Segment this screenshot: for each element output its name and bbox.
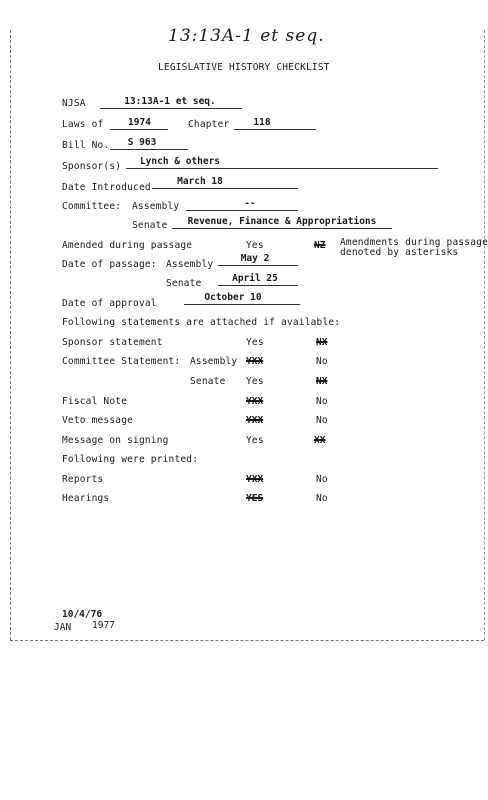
row-committee-senate-no-struck: NX	[316, 376, 328, 387]
row-committee-assembly-sublabel: Assembly	[190, 356, 238, 367]
committee-label: Committee:	[62, 201, 122, 212]
committee-senate-value: Revenue, Finance & Appropriations	[187, 216, 377, 227]
laws-of-label: Laws of	[62, 119, 104, 130]
row-reports-no: No	[316, 474, 328, 485]
passage-senate-label: Senate	[166, 278, 202, 289]
passage-assembly-value: May 2	[240, 253, 270, 264]
following-attached-label: Following statements are attached if available:	[62, 317, 341, 328]
date-introduced-label: Date Introduced	[62, 182, 151, 193]
sponsors-value: Lynch & others	[139, 156, 221, 167]
left-scan-edge	[10, 30, 11, 640]
row-message-signing-yes: Yes	[246, 435, 264, 446]
bottom-scan-edge	[10, 640, 484, 641]
passage-assembly-line	[218, 265, 298, 266]
row-hearings-no: No	[316, 493, 328, 504]
amended-note-line2: denoted by asterisks	[340, 247, 459, 258]
passage-assembly-label: Assembly	[166, 259, 214, 270]
chapter-line	[234, 129, 316, 130]
row-reports-label: Reports	[62, 474, 104, 485]
row-sponsor-statement-no-struck: NX	[316, 337, 328, 348]
njsa-value: 13:13A-1 et seq.	[124, 96, 216, 107]
committee-assembly-label: Assembly	[132, 201, 180, 212]
stamp-month: JAN	[54, 622, 72, 633]
date-introduced-value: March 18	[177, 176, 223, 187]
row-hearings-yes-struck: YES	[246, 493, 264, 504]
passage-senate-line	[218, 285, 298, 286]
sponsors-line	[126, 168, 438, 169]
bill-no-value: S 963	[127, 137, 157, 148]
row-veto-message-label: Veto message	[62, 415, 134, 426]
laws-of-value: 1974	[128, 117, 151, 128]
handwritten-header: 13:13A-1 et seq.	[168, 26, 325, 46]
committee-assembly-value: --	[244, 198, 256, 209]
date-of-approval-line	[184, 304, 300, 305]
row-sponsor-statement-label: Sponsor statement	[62, 337, 163, 348]
passage-senate-value: April 25	[232, 273, 278, 284]
row-message-signing-no-struck: XX	[314, 435, 326, 446]
date-of-approval-label: Date of approval	[62, 298, 157, 309]
chapter-label: Chapter	[188, 119, 230, 130]
row-committee-senate-yes: Yes	[246, 376, 264, 387]
row-fiscal-note-label: Fiscal Note	[62, 396, 128, 407]
row-hearings-label: Hearings	[62, 493, 110, 504]
stamp-year: 1977	[92, 620, 115, 631]
row-reports-yes-struck: YXX	[246, 474, 264, 485]
row-veto-message-no: No	[316, 415, 328, 426]
row-committee-assembly-no: No	[316, 356, 328, 367]
committee-assembly-line	[186, 210, 298, 211]
row-message-signing-label: Message on signing	[62, 435, 169, 446]
stamp-date: 10/4/76	[62, 609, 103, 620]
njsa-label: NJSA	[62, 98, 86, 109]
page-title: LEGISLATIVE HISTORY CHECKLIST	[158, 62, 330, 73]
row-veto-message-yes-struck: YXX	[246, 415, 264, 426]
date-of-passage-label: Date of passage:	[62, 259, 157, 270]
date-of-approval-value: October 10	[204, 292, 262, 303]
following-printed-label: Following were printed:	[62, 454, 199, 465]
row-committee-senate-sublabel: Senate	[190, 376, 226, 387]
bill-no-label: Bill No.	[62, 140, 110, 151]
amended-note-line1: Amendments during passage	[340, 237, 488, 248]
amended-yes: Yes	[246, 240, 264, 251]
amended-label: Amended during passage	[62, 240, 193, 251]
njsa-line	[100, 108, 242, 109]
sponsors-label: Sponsor(s)	[62, 161, 122, 172]
row-committee-statement-label: Committee Statement:	[62, 356, 181, 367]
row-committee-assembly-yes-struck: YXX	[246, 356, 264, 367]
laws-of-line	[110, 129, 168, 130]
date-introduced-line	[152, 188, 298, 189]
row-fiscal-note-yes-struck: YXX	[246, 396, 264, 407]
row-sponsor-statement-yes: Yes	[246, 337, 264, 348]
committee-senate-line	[172, 228, 392, 229]
bill-no-line	[110, 149, 188, 150]
amended-no-struck: NZ	[314, 240, 326, 251]
right-scan-edge	[484, 30, 485, 640]
committee-senate-label: Senate	[132, 220, 168, 231]
chapter-value: 118	[253, 117, 271, 128]
row-fiscal-note-no: No	[316, 396, 328, 407]
